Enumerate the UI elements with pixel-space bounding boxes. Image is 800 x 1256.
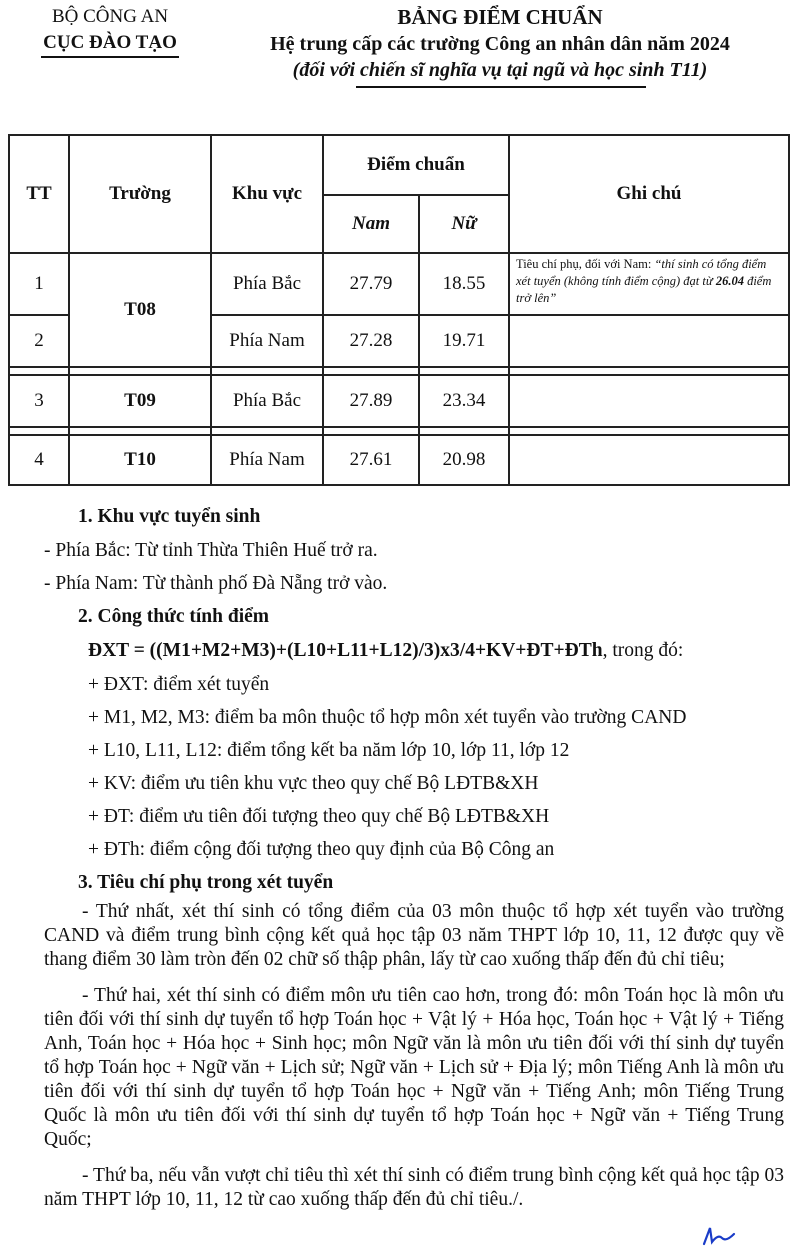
row-male-score: 27.61 — [323, 435, 419, 485]
criteria-paragraph: - Thứ nhất, xét thí sinh có tổng điểm của 03 môn thuộc tổ hợp xét tuyển vào trường CAND và điểm trung bình cộng kết quả học tập 03 năm THPT lớp 10, 11, 12 được quy về thang điểm 30 làm tròn đến 02 chữ số thập phân, lấy từ cao xuống thấp đến đủ chỉ tiêu; — [44, 901, 784, 970]
section-heading: 2. Công thức tính điểm — [78, 606, 270, 627]
row-school: T10 — [69, 435, 211, 485]
formula-item: + L10, L11, L12: điểm tổng kết ba năm lớp 10, lớp 11, lớp 12 — [88, 740, 570, 761]
row-note — [509, 253, 789, 315]
formula-item: + ĐTh: điểm cộng đối tượng theo quy định của Bộ Công an — [88, 839, 555, 860]
page-title: BẢNG ĐIỂM CHUẨN — [397, 5, 603, 29]
row-note — [509, 315, 789, 367]
region-north: - Phía Bắc: Từ tỉnh Thừa Thiên Huế trở ra. — [44, 540, 378, 561]
ministry-name: BỘ CÔNG AN — [51, 6, 169, 27]
header-score: Điểm chuẩn — [323, 135, 509, 195]
score-formula — [88, 634, 784, 668]
row-tt: 4 — [9, 435, 69, 485]
title-underline — [356, 86, 646, 88]
note-italic: “thí sinh có tổng điểm xét tuyển (không tính điểm cộng) đạt từ — [516, 257, 767, 288]
row-region: Phía Nam — [211, 435, 323, 485]
row-region: Phía Bắc — [211, 253, 323, 315]
table-row — [9, 435, 789, 485]
title-block — [210, 4, 790, 83]
row-tt: 1 — [9, 253, 69, 315]
row-note — [509, 375, 789, 427]
row-school: T09 — [69, 375, 211, 427]
signature-mark — [700, 1224, 740, 1248]
department-name: CỤC ĐÀO TẠO — [41, 30, 179, 58]
row-tt: 3 — [9, 375, 69, 427]
header-tt: TT — [9, 135, 69, 253]
row-region: Phía Nam — [211, 315, 323, 367]
page-subtitle-note: (đối với chiến sĩ nghĩa vụ tại ngũ và học sinh T11) — [292, 59, 708, 81]
row-note — [509, 435, 789, 485]
table-row — [9, 375, 789, 427]
header-school: Trường — [69, 135, 211, 253]
section-heading: 1. Khu vực tuyển sinh — [78, 506, 261, 527]
region-south: - Phía Nam: Từ thành phố Đà Nẵng trở vào. — [44, 573, 388, 594]
criteria-paragraph: - Thứ ba, nếu vẫn vượt chỉ tiêu thì xét thí sinh có điểm trung bình cộng kết quả học tập 03 năm THPT lớp 10, 11, 12 từ cao xuống thấp đến đủ chỉ tiêu./. — [44, 1165, 784, 1210]
section-heading: 3. Tiêu chí phụ trong xét tuyển — [78, 872, 334, 893]
header-female: Nữ — [419, 195, 509, 253]
criteria-paragraph: - Thứ hai, xét thí sinh có điểm môn ưu tiên cao hơn, trong đó: môn Toán học là môn ưu tiên đối với thí sinh dự tuyển tổ hợp Toán học + Vật lý + Hóa học, Toán học + Vật lý + Tiếng Anh, Toán học + Hóa học + Sinh học; môn Ngữ văn là môn ưu tiên đối với thí sinh dự tuyển tổ hợp Toán học + Ngữ văn + Lịch sử; Ngữ văn + Lịch sử + Địa lý; môn Tiếng Anh là môn ưu tiên đối với thí sinh dự tuyển tổ hợp Toán học + Ngữ văn + Tiếng Anh; môn Tiếng Trung Quốc là môn ưu tiên đối với thí sinh dự tuyển tổ hợp Toán học + Ngữ văn + Tiếng Trung Quốc; — [44, 985, 784, 1150]
table-row — [9, 253, 789, 315]
row-female-score: 23.34 — [419, 375, 509, 427]
score-table — [8, 134, 790, 486]
header-note: Ghi chú — [509, 135, 789, 253]
row-male-score: 27.28 — [323, 315, 419, 367]
formula-item: + KV: điểm ưu tiên khu vực theo quy chế Bộ LĐTB&XH — [88, 773, 539, 794]
issuer-block — [20, 4, 200, 58]
document-body — [44, 500, 784, 1224]
note-suffix: điểm trở lên” — [516, 274, 772, 305]
header-male: Nam — [323, 195, 419, 253]
row-school: T08 — [69, 253, 211, 367]
row-region: Phía Bắc — [211, 375, 323, 427]
row-male-score: 27.79 — [323, 253, 419, 315]
formula-item: + ĐXT: điểm xét tuyển — [88, 674, 270, 695]
note-threshold: 26.04 — [715, 274, 744, 288]
formula-expression: ĐXT = ((M1+M2+M3)+(L10+L11+L12)/3)x3/4+KV+ĐT+ĐTh — [88, 640, 603, 661]
note-prefix: Tiêu chí phụ, đối với Nam: — [516, 257, 655, 271]
formula-item: + M1, M2, M3: điểm ba môn thuộc tổ hợp môn xét tuyển vào trường CAND — [88, 707, 687, 728]
row-female-score: 19.71 — [419, 315, 509, 367]
formula-item: + ĐT: điểm ưu tiên đối tượng theo quy chế Bộ LĐTB&XH — [88, 806, 550, 827]
page-subtitle: Hệ trung cấp các trường Công an nhân dân năm 2024 — [270, 33, 730, 55]
row-female-score: 20.98 — [419, 435, 509, 485]
row-male-score: 27.89 — [323, 375, 419, 427]
row-female-score: 18.55 — [419, 253, 509, 315]
row-tt: 2 — [9, 315, 69, 367]
header-region: Khu vực — [211, 135, 323, 253]
formula-suffix: , trong đó: — [602, 640, 684, 661]
